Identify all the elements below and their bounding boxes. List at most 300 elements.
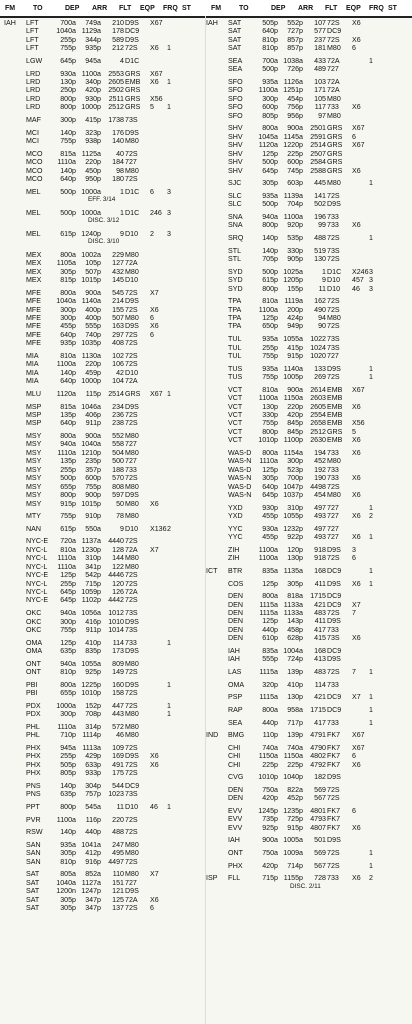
cell-arr: 452p	[287, 794, 303, 803]
route-group	[206, 719, 410, 727]
cell-frq: X6	[352, 579, 361, 588]
header-flt: FLT	[119, 5, 132, 12]
cell-st: 2	[369, 874, 373, 883]
cell-dep: 815p	[60, 276, 76, 285]
cell-frq: 6	[352, 554, 356, 563]
flight-row	[206, 681, 410, 689]
flight-row	[4, 137, 208, 145]
cell-arr: 550a	[85, 524, 101, 533]
cell-flt: 176	[112, 128, 124, 137]
cell-flt: 483	[314, 609, 326, 617]
flight-row	[206, 373, 410, 381]
cell-arr: 420p	[85, 86, 101, 95]
cell-arr: 1155p	[283, 874, 303, 883]
cell-arr: 600p	[85, 474, 101, 483]
cell-to: LRD	[26, 78, 41, 86]
flight-row	[4, 761, 208, 769]
cell-to: IAH	[228, 646, 240, 655]
cell-frq: X7	[352, 600, 361, 609]
cell-dep: 935a	[262, 364, 278, 373]
cell-frq: 6	[150, 187, 154, 196]
cell-eqp: M80	[327, 111, 341, 120]
cell-to: PBI	[26, 689, 38, 698]
cell-arr: 340p	[85, 78, 101, 86]
flight-row	[206, 234, 410, 242]
cell-flt: 125	[112, 895, 124, 904]
cell-frq: X67	[150, 19, 163, 27]
cell-st: 1	[167, 680, 171, 689]
cell-eqp: D1C	[327, 267, 342, 276]
cell-eqp: 733	[327, 465, 339, 474]
cell-frq: X67	[352, 124, 365, 133]
cell-dep: 935a	[262, 191, 278, 200]
cell-frq: 5	[150, 103, 154, 112]
cell-arr: 120p	[287, 545, 303, 554]
cell-to: DEN	[228, 609, 243, 617]
cell-flt: 127	[112, 259, 124, 268]
flight-row	[4, 474, 208, 482]
cell-dep: 810p	[262, 35, 278, 44]
cell-eqp: 73S	[125, 115, 138, 124]
cell-to: PHL	[26, 731, 40, 740]
flight-row	[4, 904, 208, 912]
cell-eqp: DC9	[327, 592, 342, 601]
cell-eqp: FK7	[327, 752, 341, 761]
cell-dep: 255p	[60, 579, 76, 588]
cell-to: TUL	[228, 343, 242, 352]
cell-dep: 800a	[60, 680, 76, 689]
cell-dep: 640p	[60, 377, 76, 386]
cell-to: PNS	[26, 790, 41, 799]
cell-arr: 628p	[287, 634, 303, 643]
cell-flt: 171	[314, 86, 326, 95]
flight-row	[206, 213, 410, 221]
cell-flt: 2553	[108, 69, 124, 78]
cell-eqp: 72S	[125, 743, 138, 752]
flight-row	[206, 403, 410, 411]
cell-fm: IAH	[206, 19, 218, 27]
cell-arr: 1230p	[81, 545, 101, 554]
cell-dep: 1115a	[259, 600, 278, 609]
route-group	[4, 660, 208, 677]
cell-frq: X7	[150, 870, 159, 879]
flight-row	[206, 158, 410, 166]
cell-dep: 800a	[262, 124, 278, 133]
cell-st: 3	[167, 208, 171, 217]
cell-flt: 90	[318, 322, 326, 331]
cell-dep: 650p	[262, 322, 278, 331]
flight-row	[4, 588, 208, 596]
route-group	[206, 234, 410, 242]
cell-arr: 1126a	[283, 78, 303, 86]
flight-row	[206, 744, 410, 752]
cell-to: MFE	[26, 288, 41, 297]
cell-flt: 269	[314, 373, 326, 381]
cell-to: NYC-L	[26, 562, 48, 571]
flight-row	[4, 491, 208, 499]
cell-to: MSY	[26, 499, 42, 508]
cell-dep: 1110a	[259, 457, 278, 466]
cell-eqp: EMB	[327, 436, 343, 445]
cell-dep: 1110a	[57, 722, 76, 731]
flight-row	[206, 133, 410, 141]
cell-arr: 415p	[287, 343, 303, 352]
cell-arr: 347p	[85, 895, 101, 904]
cell-eqp: 72A	[327, 56, 340, 65]
cell-eqp: 73S	[125, 625, 138, 634]
cell-eqp: 72S	[125, 571, 138, 580]
cell-arr: 555p	[85, 322, 101, 331]
cell-to: ZIH	[228, 545, 240, 554]
cell-arr: 1145a	[283, 132, 303, 141]
cell-flt: 141	[314, 191, 326, 200]
cell-eqp: DC9	[327, 566, 342, 575]
cell-eqp: EMB	[125, 78, 141, 86]
cell-arr: 357p	[85, 465, 101, 474]
cell-dep: 300p	[262, 94, 278, 103]
cell-st: 3	[369, 284, 373, 293]
cell-flt: 4446	[108, 571, 124, 580]
flight-row	[4, 870, 208, 878]
cell-to: MFE	[26, 314, 41, 322]
cell-flt: 2512	[310, 427, 326, 436]
cell-eqp: 72A	[125, 377, 138, 386]
cell-dep: 755p	[60, 137, 76, 145]
header-fm-right: FM	[211, 5, 222, 12]
cell-arr: 1114p	[82, 731, 101, 740]
cell-dep: 930a	[60, 69, 76, 78]
cell-arr: 1137a	[81, 537, 101, 546]
cell-eqp: 72A	[327, 78, 340, 86]
cell-to: SHV	[228, 141, 243, 150]
cell-st: 3	[369, 276, 373, 285]
cell-eqp: 72S	[327, 19, 340, 27]
cell-arr: 130p	[287, 693, 303, 702]
cell-dep: 420p	[262, 861, 278, 870]
cell-dep: 610p	[262, 634, 278, 643]
flight-row	[4, 681, 208, 689]
cell-dep: 255p	[60, 752, 76, 761]
cell-eqp: DC9	[327, 705, 342, 714]
cell-arr: 552p	[287, 19, 303, 27]
cell-eqp: M80	[125, 849, 139, 858]
cell-dep: 615p	[262, 276, 278, 285]
flight-row	[4, 306, 208, 314]
cell-flt: 190	[314, 474, 326, 483]
flight-row	[4, 563, 208, 571]
cell-arr: 1004a	[283, 646, 303, 655]
flight-row	[4, 483, 208, 491]
cell-eqp: DC9	[125, 27, 140, 36]
cell-to: MCO	[26, 174, 43, 183]
cell-arr: 755p	[85, 482, 101, 491]
route-group	[4, 390, 208, 398]
cell-flt: 2603	[310, 394, 326, 403]
cell-to: SEA	[228, 65, 243, 74]
cell-flt: 493	[314, 533, 326, 542]
cell-st: 1	[167, 103, 171, 112]
cell-arr: 1040p	[283, 773, 303, 782]
cell-arr: 911p	[85, 625, 101, 634]
cell-eqp: D9S	[125, 647, 139, 655]
cell-dep: 1115a	[259, 609, 278, 617]
route-group	[4, 70, 208, 112]
cell-arr: 1046a	[81, 402, 101, 411]
flight-row	[206, 617, 410, 625]
cell-flt: 495	[112, 849, 124, 858]
flight-row	[206, 436, 410, 444]
cell-dep: 500p	[60, 187, 76, 196]
cell-flt: 918	[314, 554, 326, 563]
cell-arr: 310p	[287, 503, 303, 512]
header-eqp: EQP	[140, 5, 155, 12]
cell-flt: 133	[314, 364, 326, 373]
cell-flt: 569	[314, 785, 326, 794]
flight-row	[4, 618, 208, 626]
cell-to: DEN	[228, 625, 243, 634]
cell-eqp: 72S	[125, 474, 138, 483]
cell-to: WAS-D	[228, 448, 252, 457]
cell-arr: 305p	[287, 579, 303, 588]
cell-eqp: GRS	[327, 166, 343, 175]
cell-fm: IAH	[4, 19, 16, 27]
route-group	[206, 179, 410, 187]
cell-dep: 800p	[60, 802, 76, 811]
cell-frq: X6	[150, 760, 159, 769]
cell-eqp: D9S	[327, 655, 341, 664]
cell-dep: 455p	[262, 533, 278, 542]
cell-to: WAS-N	[228, 457, 252, 466]
cell-eqp: M80	[125, 731, 139, 740]
cell-eqp: D9S	[327, 579, 341, 588]
cell-dep: 835a	[262, 566, 278, 575]
cell-eqp: D10	[125, 229, 139, 238]
cell-frq: X67	[352, 141, 365, 150]
cell-eqp: 72S	[125, 149, 138, 158]
flight-row	[206, 394, 410, 402]
cell-dep: 1110a	[57, 562, 76, 571]
cell-flt: 4442	[108, 596, 124, 605]
cell-flt: 2584	[310, 158, 326, 167]
cell-to: ONT	[26, 659, 41, 668]
cell-flt: 2591	[310, 132, 326, 141]
cell-to: WAS-D	[228, 465, 252, 474]
cell-flt: 78	[116, 512, 124, 521]
cell-flt: 411	[314, 617, 326, 626]
cell-arr: 1002a	[81, 250, 101, 259]
cell-flt: 1	[322, 267, 326, 276]
flight-row	[4, 230, 208, 238]
cell-flt: 109	[112, 743, 124, 752]
cell-dep: 500p	[262, 65, 278, 74]
cell-to: RSW	[26, 828, 43, 837]
cell-flt: 160	[112, 680, 124, 689]
flight-row	[206, 306, 410, 314]
cell-eqp: FK7	[327, 760, 341, 769]
cell-arr: 200p	[287, 305, 303, 314]
cell-flt: 1715	[310, 705, 326, 714]
flight-row	[4, 554, 208, 562]
cell-eqp: 733	[327, 221, 339, 230]
cell-eqp: M80	[125, 870, 139, 879]
cell-dep: 835a	[262, 646, 278, 655]
cell-to: MEX	[26, 267, 42, 276]
flight-row	[206, 862, 410, 870]
cell-to: SAT	[228, 19, 242, 27]
route-group	[206, 647, 410, 664]
cell-to: TPA	[228, 322, 242, 331]
cell-eqp: GRS	[327, 149, 343, 158]
cell-dep: 440p	[262, 718, 278, 727]
cell-flt: 2554	[310, 410, 326, 419]
cell-to: LRD	[26, 94, 41, 103]
cell-flt: 168	[314, 566, 326, 575]
cell-flt: 126	[112, 588, 124, 596]
flight-row	[4, 352, 208, 360]
cell-to: MSY	[26, 457, 42, 466]
flight-row	[4, 626, 208, 634]
cell-dep: 1150a	[258, 752, 278, 761]
route-group	[206, 786, 410, 803]
cell-arr: 717p	[287, 718, 303, 727]
cell-st: 1	[369, 861, 373, 870]
cell-flt: 106	[112, 360, 124, 369]
flight-row	[4, 702, 208, 710]
cell-dep: 715p	[262, 874, 278, 883]
cell-flt: 184	[112, 158, 124, 167]
cell-flt: 488	[314, 233, 326, 242]
cell-arr: 1251p	[283, 86, 303, 95]
cell-arr: 1154a	[283, 448, 303, 457]
cell-frq: X6	[150, 305, 159, 314]
flight-row	[206, 466, 410, 474]
cell-eqp: GRS	[125, 69, 141, 78]
cell-eqp: GRS	[327, 141, 343, 150]
cell-dep: 305p	[60, 904, 76, 912]
cell-frq: 5	[352, 427, 356, 436]
route-group	[4, 828, 208, 836]
cell-eqp: 72S	[125, 330, 138, 339]
cell-dep: 1010p	[258, 436, 278, 445]
cell-dep: 1040a	[56, 878, 76, 887]
cell-flt: 40	[116, 149, 124, 158]
cell-frq: X6	[352, 35, 361, 44]
cell-eqp: D9S	[327, 364, 341, 373]
cell-to: PBI	[26, 680, 38, 689]
route-group	[206, 19, 410, 53]
flight-row	[206, 268, 410, 276]
cell-arr: 220p	[287, 402, 303, 411]
cell-frq: X6	[352, 823, 361, 832]
cell-eqp: 72S	[327, 297, 340, 306]
cell-to: PNS	[26, 781, 41, 790]
cell-to: DEN	[228, 617, 243, 626]
cell-dep: 1245p	[258, 806, 278, 815]
cell-eqp: 72S	[125, 689, 138, 698]
flight-row	[4, 390, 208, 398]
cell-flt: 105	[314, 94, 326, 103]
cell-dep: 750a	[262, 785, 278, 794]
cell-arr: 1015p	[81, 499, 101, 508]
route-group	[206, 744, 410, 769]
flight-row	[4, 259, 208, 267]
cell-to: TUL	[228, 351, 242, 360]
cell-arr: 535p	[287, 233, 303, 242]
cell-dep: 800a	[60, 288, 76, 297]
cell-eqp: 733	[125, 465, 137, 474]
cell-arr: 1140a	[81, 297, 101, 306]
cell-to: SHV	[228, 149, 243, 158]
cell-flt: 432	[112, 267, 124, 276]
cell-flt: 98	[116, 166, 124, 175]
cell-arr: 1220p	[283, 141, 303, 150]
cell-to: NYC-L	[26, 588, 48, 596]
flight-row	[206, 386, 410, 394]
cell-arr: 845p	[287, 427, 303, 436]
cell-flt: 1023	[108, 790, 124, 799]
flight-row	[4, 36, 208, 44]
cell-dep: 935p	[60, 339, 76, 348]
cell-flt: 728	[314, 874, 326, 883]
cell-flt: 9	[120, 524, 124, 533]
cell-eqp: 72S	[327, 794, 340, 803]
cell-dep: 110p	[262, 731, 278, 740]
cell-eqp: GRS	[327, 427, 343, 436]
cell-to: SAT	[26, 904, 40, 912]
cell-to: DEN	[228, 794, 243, 803]
cell-frq: 457	[352, 276, 364, 285]
cell-dep: 655p	[60, 482, 76, 491]
flight-row	[206, 647, 410, 655]
cell-arr: 542p	[85, 571, 101, 580]
cell-eqp: 72A	[125, 545, 138, 554]
cell-eqp: EMB	[327, 410, 343, 419]
flight-row	[4, 57, 208, 65]
cell-to: SJC	[228, 179, 242, 188]
cell-flt: 569	[314, 849, 326, 858]
flight-row	[4, 790, 208, 798]
flight-row	[4, 44, 208, 52]
cell-frq: X7	[352, 693, 361, 702]
flight-row	[206, 352, 410, 360]
cell-to: SAN	[26, 857, 41, 866]
cell-eqp: D10	[327, 284, 341, 293]
cell-to: MCO	[26, 158, 43, 167]
cell-arr: 714p	[287, 861, 303, 870]
cell-st: 1	[369, 56, 373, 65]
cell-to: MIA	[26, 360, 39, 369]
cell-dep: 615p	[60, 229, 76, 238]
cell-dep: 710p	[60, 731, 76, 740]
cell-to: MSY	[26, 448, 42, 457]
cell-flt: 567	[314, 794, 326, 803]
cell-dep: 1040a	[56, 27, 76, 36]
cell-dep: 305p	[60, 267, 76, 276]
cell-eqp: D9S	[125, 680, 139, 689]
cell-flt: 501	[314, 836, 326, 845]
cell-st: 3	[167, 187, 171, 196]
flight-row	[206, 44, 410, 52]
cell-eqp: 72S	[125, 828, 138, 837]
cell-to: MCI	[26, 137, 40, 145]
cell-fm: IND	[206, 731, 219, 740]
flight-row	[206, 344, 410, 352]
cell-to: SLC	[228, 191, 242, 200]
cell-eqp: M80	[327, 94, 341, 103]
cell-flt: 122	[112, 562, 124, 571]
cell-eqp: D9S	[327, 836, 341, 845]
cell-to: SAN	[26, 840, 41, 849]
